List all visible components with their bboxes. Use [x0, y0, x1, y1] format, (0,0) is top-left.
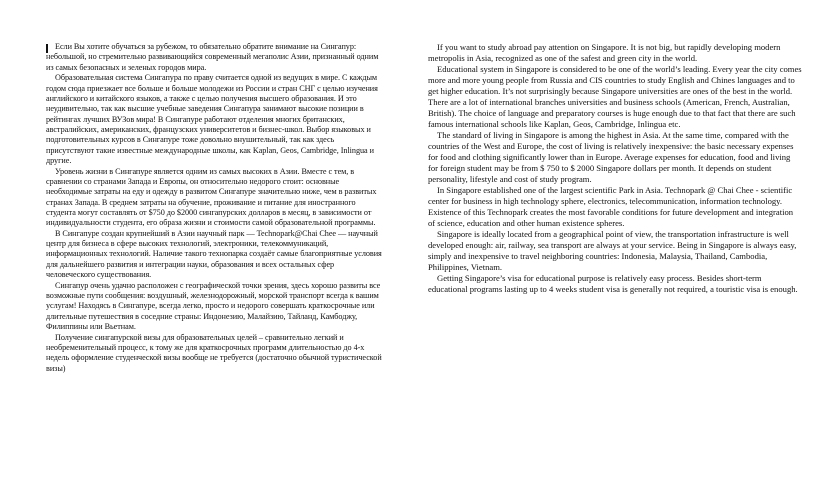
russian-text-column	[46, 42, 382, 374]
ru-paragraph-education-system: Образовательная система Сингапура по праву считается одной из ведущих в мире. С каждым годом сюда приезжает все больше и больше молодежи из России и стран СНГ с целью изучения английского и китайского языков, а также с целью получения высшего образования. И это неудивительно, так как высшие учебные заведения Сингапура занимают высокие позиции в рейтингах лучших ВУЗов мира! В Сингапуре работают отделения многих британских, австралийских, американских, французских университетов и бизнес-школ. Выбор языковых и подготовительных курсов в Сингапуре тоже довольно внушительный, так как здесь присутствуют такие известные международные школы, как Kaplan, Geos, Cambridge, Inlingua и другие.	[46, 73, 378, 165]
ru-paragraph-intro: Если Вы хотите обучаться за рубежом, то обязательно обратите внимание на Сингапур: небольшой, но стремительно развивающийся современный мегаполис Азии, признанный одним из самых безопасных и зеленых городов мира.	[46, 42, 379, 72]
ru-paragraph-visa: Получение сингапурской визы для образовательных целей – сравнительно легкий и необременительный процесс, к тому же для краткосрочных программ длительностью до 4-х недель оформление студенческой визы вообще не требуется (достаточно обычной туристической визы)	[46, 332, 382, 373]
en-paragraph-education-system: Educational system in Singapore is considered to be one of the world’s leading. Every year the city comes more and more young people from Russia and CIS countries to study English and Chines languages and to get higher education. It’s not surprisingly because Singapore universities are ones of the best in the world. There are a lot of international branches universities and business schools (American, French, Australian, British). The choice of language and preparatory courses is huge enough due to that fact that there are such famous international schools like Kaplan, Geos, Cambridge, Inlingua etc.	[428, 64, 802, 129]
en-paragraph-location: Singapore is ideally located from a geographical point of view, the transportation infrastructure is well developed enough: air, railway, sea transport are always at your service. Being in Singapore is always easy, simply and inexpensive to travel neighboring countries: Indonesia, Malaysia, Thailand, Cambodia, Philippines, Vietnam.	[428, 228, 797, 272]
en-paragraph-visa: Getting Singapore’s visa for educational purpose is relatively easy process. Besides short-term educational programs lasting up to 4 weeks student visa is generally not required, a touristic visa is enough.	[428, 272, 798, 294]
english-text-column	[428, 42, 802, 295]
ru-paragraph-location: Сингапур очень удачно расположен с географической точки зрения, здесь хорошо развиты все возможные пути сообщения: воздушный, железнодорожный, морской транспорт всегда к вашим услугам! Находясь в Сингапуре, всегда легко, просто и недорого совершать краткосрочные или длительные путешествия в соседние страны: Индонезию, Малайзию, Тайланд, Камбоджу, Филиппины или Вьетнам.	[46, 280, 381, 332]
ru-paragraph-technopark: В Сингапуре создан крупнейший в Азии научный парк — Technopark@Chai Chee — научный центр для бизнеса в сфере высоких технологий, электроники, телекоммуникаций, информационных технологий. Наличие такого технопарка создаёт самые благоприятные условия для дальнейшего развития и интеграции науки, образования и всех остальных сфер человеческого существования.	[46, 228, 382, 280]
en-paragraph-technopark: In Singapore established one of the largest scientific Park in Asia. Technopark @ Chai Chee - scientific center for business in high technology sphere, electronics, telecommunication, information technology. Existence of this Technopark creates the most favorable conditions for future development and integration of science, education and other human existence spheres.	[428, 184, 794, 228]
ru-paragraph-living-standard: Уровень жизни в Сингапуре является одним из самых высоких в Азии. Вместе с тем, в сравнении со странами Запада и Европы, он относительно недорого стоит: основные необходимые затраты на еду и одежду в развитом Сингапуре значительно ниже, чем в развитых странах Запада. В среднем затраты на обучение, проживание и питание для иностранного студента могут составлять от $750 до $2000 сингапурских долларов в месяц, в зависимости от индивидуальности студента, его образа жизни и стоимости самой образовательной программы.	[46, 166, 377, 228]
en-paragraph-living-standard: The standard of living in Singapore is among the highest in Asia. At the same time, compared with the countries of the West and Europe, the cost of living is relatively inexpensive: the basic necessary expenses for food and clothing significantly lower than in Europe. Average expenses for education, food and living for foreign student may be from $ 750 to $ 2000 Singapore dollars per month. It depends on student personality, lifestyle and cost of study program.	[428, 130, 794, 184]
en-paragraph-intro: If you want to study abroad pay attention on Singapore. It is not big, but rapidly developing modern metropolis in Asia, recognized as one of the safest and green city in the world.	[428, 42, 781, 63]
